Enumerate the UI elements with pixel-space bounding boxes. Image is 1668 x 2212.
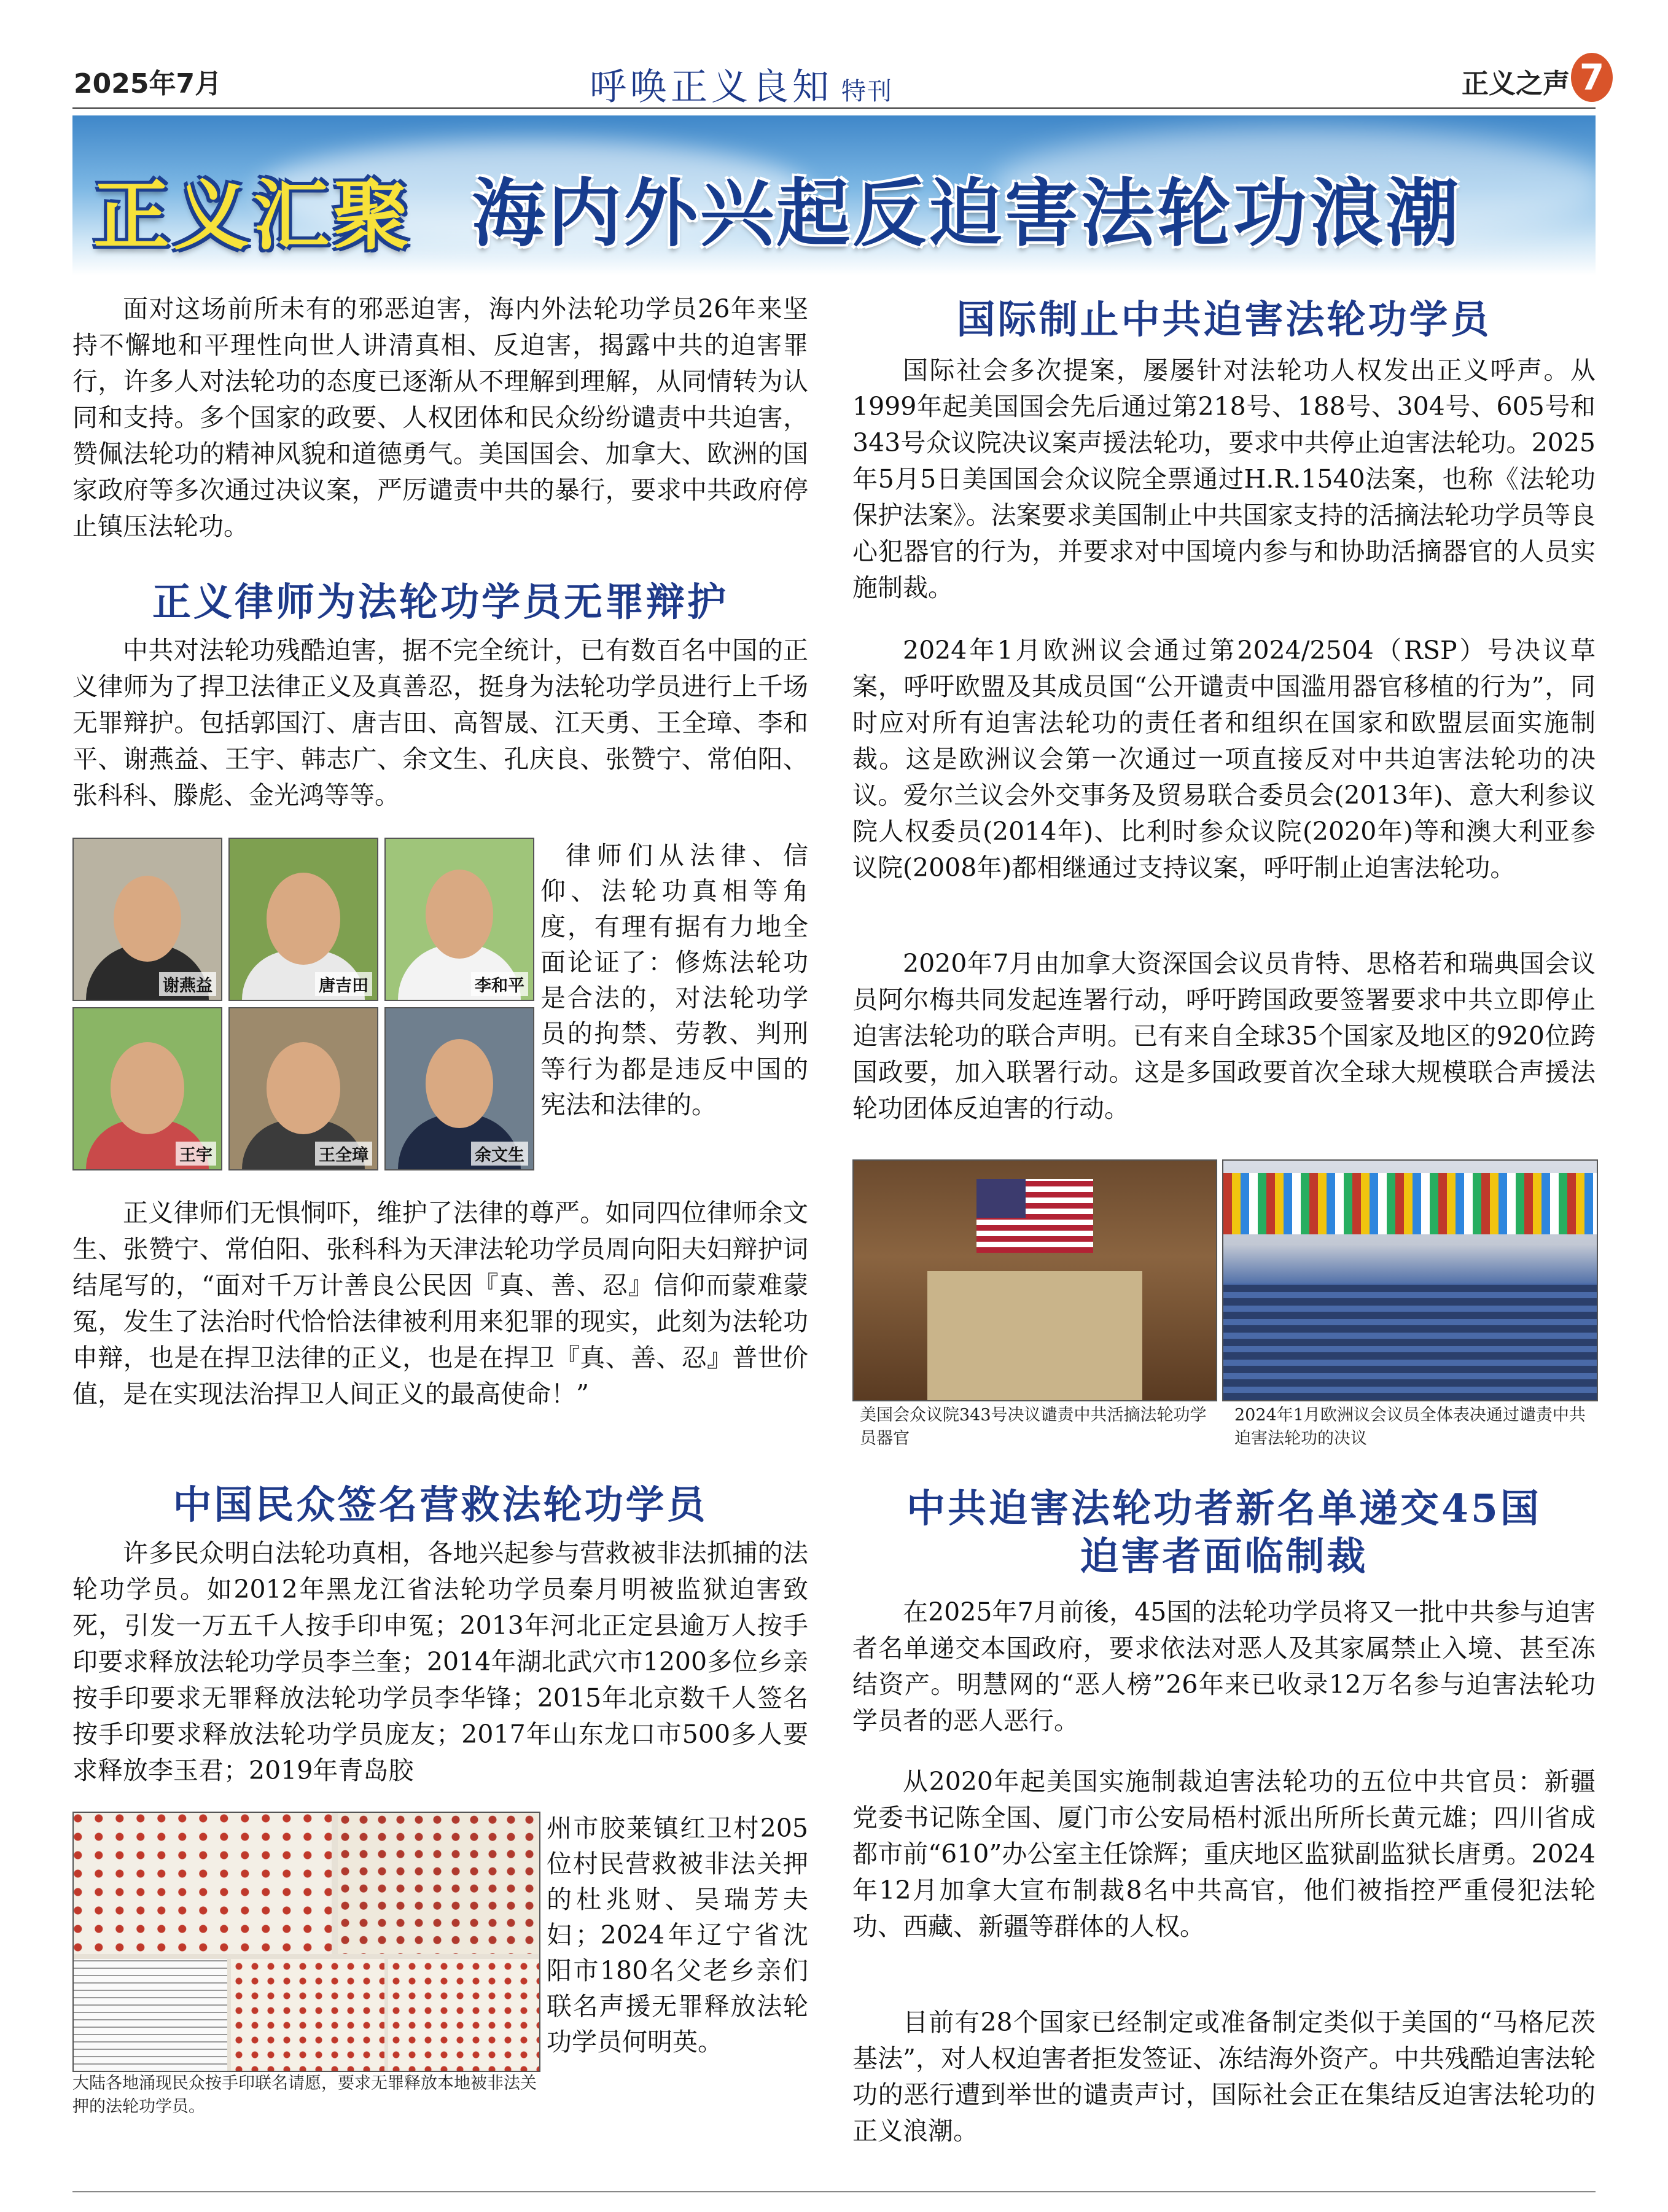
flag-canton — [976, 1179, 1026, 1218]
lawyers-heading: 正义律师为法轮功学员无罪辩护 — [152, 579, 728, 625]
lawyer-name: 王全璋 — [315, 1142, 372, 1166]
international-paragraph-2: 2024年1月欧洲议会通过第2024/2504（RSP）号决议草案，呼吁欧盟及其成员国“公开谴责中国滥用器官移植的行为”，同时应对所有迫害法轮功的责任者和组织在国家和欧盟层面实施制裁。这是欧洲议会第一次通过一项直接反对中共迫害法轮功的决议。爱尔兰议会外交事务及贸易联合委员会(2013年)、意大利参议院人权委员(2014年)、比利时参众议院(2020年)等和澳大利亚参议院(2008年)都相继通过支持议案，呼吁制止迫害法轮功。 — [852, 636, 1596, 882]
petition-photo-caption: 大陆各地涌现民众按手印联名请愿，要求无罪释放本地被非法关押的法轮功学员。 — [72, 2074, 537, 2116]
masthead-suffix: 特刊 — [841, 77, 893, 106]
lawyer-photo — [72, 1007, 222, 1170]
lawyer-photo — [228, 1007, 378, 1170]
thumbprint-sheet — [74, 1813, 332, 1954]
header-divider — [72, 107, 1596, 109]
masthead-title-text: 呼唤正义良知 — [590, 66, 833, 109]
banner-kicker: 正义汇聚 — [93, 172, 413, 260]
thumbprint-sheet — [231, 1959, 384, 2071]
thumbprint-sheet — [338, 1813, 539, 1954]
banner-headline: 海内外兴起反迫害法轮功浪潮 — [472, 171, 1462, 257]
petition-paragraph-1: 许多民众明白法轮功真相，各地兴起参与营救被非法抓捕的法轮功学员。如2012年黑龙江省法轮功学员秦月明被监狱迫害致死，引发一万五千人按手印申冤；2013年河北正定县逾万人按手印要求释放法轮功学员李兰奎；2014年湖北武穴市1200多位乡亲按手印要求无罪释放法轮功学员李华锋；2015年北京数千人签名按手印要求释放法轮功学员庞友；2017年山东龙口市500多人要求释放李玉君；2019年青岛胶 — [72, 1538, 808, 1785]
sanctions-paragraph-3: 目前有28个国家已经制定或准备制定类似于美国的“马格尼茨基法”，对人权迫害者拒发签证、冻结海外资产。中共残酷迫害法轮功的恶行遭到举世的谴责声讨，国际社会正在集结反迫害法轮功的正义浪潮。 — [852, 2008, 1596, 2146]
us-house-photo — [852, 1159, 1217, 1401]
lawyers-paragraph-2: 律师们从法律、信仰、法轮功真相等角度，有理有据有力地全面论证了：修炼法轮功是合法的，对法轮功学员的拘禁、劳教、判刑等行为都是违反中国的宪法和法律的。 — [540, 841, 808, 1120]
eu-parliament-caption: 2024年1月欧洲议会议员全体表决通过谴责中共迫害法轮功的决议 — [1234, 1406, 1586, 1448]
footer-divider — [72, 2191, 1596, 2192]
petition-letter — [74, 1959, 227, 2071]
flags-row — [1223, 1173, 1597, 1234]
intro-paragraph: 面对这场前所未有的邪恶迫害，海内外法轮功学员26年来坚持不懈地和平理性向世人讲清真相、反迫害，揭露中共的迫害罪行，许多人对法轮功的态度已逐渐从不理解到理解，从同情转为认同和支持。多个国家的政要、人权团体和民众纷纷谴责中共迫害，赞佩法轮功的精神风貌和道德勇气。美国国会、加拿大、欧洲的国家政府等多次通过决议案，严厉谴责中共的暴行，要求中共政府停止镇压法轮功。 — [72, 294, 808, 541]
lawyer-name: 唐吉田 — [315, 972, 372, 996]
us-house-caption: 美国会众议院343号决议谴责中共活摘法轮功学员器官 — [860, 1406, 1207, 1448]
lawyer-name: 王宇 — [176, 1142, 216, 1166]
sanctions-paragraph-1: 在2025年7月前後，45国的法轮功学员将又一批中共参与迫害者名单递交本国政府，要求依法对恶人及其家属禁止入境、甚至冻结资产。明慧网的“恶人榜”26年来已收录12万名参与迫害法轮功学员者的恶人恶行。 — [852, 1597, 1596, 1735]
sanctions-paragraph-2: 从2020年起美国实施制裁迫害法轮功的五位中共官员：新疆党委书记陈全国、厦门市公安局梧村派出所所长黄元雄；四川省成都市前“610”办公室主任馀辉；重庆地区监狱副监狱长唐勇。2024年12月加拿大宣布制裁8名中共高官，他们被指控严重侵犯法轮功、西藏、新疆等群体的人权。 — [852, 1767, 1596, 1941]
thumbprint-sheet — [388, 1959, 539, 2071]
seating-rows — [1223, 1283, 1597, 1400]
petition-photo — [72, 1812, 540, 2072]
issue-date: 2025年7月 — [74, 68, 222, 99]
international-paragraph-1: 国际社会多次提案，屡屡针对法轮功人权发出正义呼声。从1999年起美国国会先后通过第218号、188号、304号、605号和343号众议院决议案声援法轮功，要求中共停止迫害法轮功。2025年5月5日美国国会众议院全票通过H.R.1540法案，也称《法轮功保护法案》。法案要求美国制止中共国家支持的活摘法轮功学员等良心犯器官的行为，并要求对中国境内参与和协助活摘器官的人员实施制裁。 — [852, 356, 1596, 602]
petition-paragraph-2: 州市胶莱镇红卫村205位村民营救被非法关押的杜兆财、吴瑞芳夫妇；2024年辽宁省沈阳市180名父老乡亲们联名声援无罪释放法轮功学员何明英。 — [547, 1813, 808, 2057]
masthead-title — [590, 58, 893, 111]
lawyers-paragraph-3: 正义律师们无惧恫吓，维护了法律的尊严。如同四位律师余文生、张赞宁、常伯阳、张科科为天津法轮功学员周向阳夫妇辩护词结尾写的，“面对千万计善良公民因『真、善、忍』信仰而蒙难蒙冤，发生了法治时代恰恰法律被利用来犯罪的现实，此刻为法轮功申辩，也是在捍卫法律的正义，也是在捍卫『真、善、忍』普世价值，是在实现法治捍卫人间正义的最高使命！” — [72, 1198, 808, 1409]
lawyer-photo — [384, 1007, 534, 1170]
sanctions-heading-2: 迫害者面临制裁 — [1080, 1533, 1368, 1579]
eu-parliament-photo — [1222, 1159, 1598, 1401]
international-paragraph-3: 2020年7月由加拿大资深国会议员肯特、思格若和瑞典国会议员阿尔梅共同发起连署行动，呼吁跨国政要签署要求中共立即停止迫害法轮功的联合声明。已有来自全球35个国家及地区的920位跨国政要，加入联署行动。这是多国政要首次全球大规模联合声援法轮功团体反迫害的行动。 — [852, 949, 1596, 1123]
lawyer-name: 余文生 — [471, 1142, 528, 1166]
lawyer-photo — [228, 838, 378, 1001]
petition-heading: 中国民众签名营救法轮功学员 — [173, 1482, 708, 1527]
lawyer-photo — [384, 838, 534, 1001]
lawyer-name: 谢燕益 — [159, 972, 216, 996]
section-name: 正义之声 — [1462, 68, 1570, 99]
page-number-badge: 7 — [1571, 53, 1613, 102]
headline-banner — [72, 115, 1596, 275]
sanctions-heading-1: 中共迫害法轮功者新名单递交45国 — [906, 1486, 1541, 1531]
lawyer-photo — [72, 838, 222, 1001]
international-heading: 国际制止中共迫害法轮功学员 — [956, 297, 1492, 342]
rostrum — [927, 1271, 1142, 1400]
lawyer-name: 李和平 — [471, 972, 528, 996]
lawyers-paragraph-1: 中共对法轮功残酷迫害，据不完全统计，已有数百名中国的正义律师为了捍卫法律正义及真善忍，挺身为法轮功学员进行上千场无罪辩护。包括郭国汀、唐吉田、高智晟、江天勇、王全璋、李和平、谢燕益、王宇、韩志广、余文生、孔庆良、张赞宁、常伯阳、张科科、滕彪、金光鸿等等。 — [72, 636, 808, 810]
